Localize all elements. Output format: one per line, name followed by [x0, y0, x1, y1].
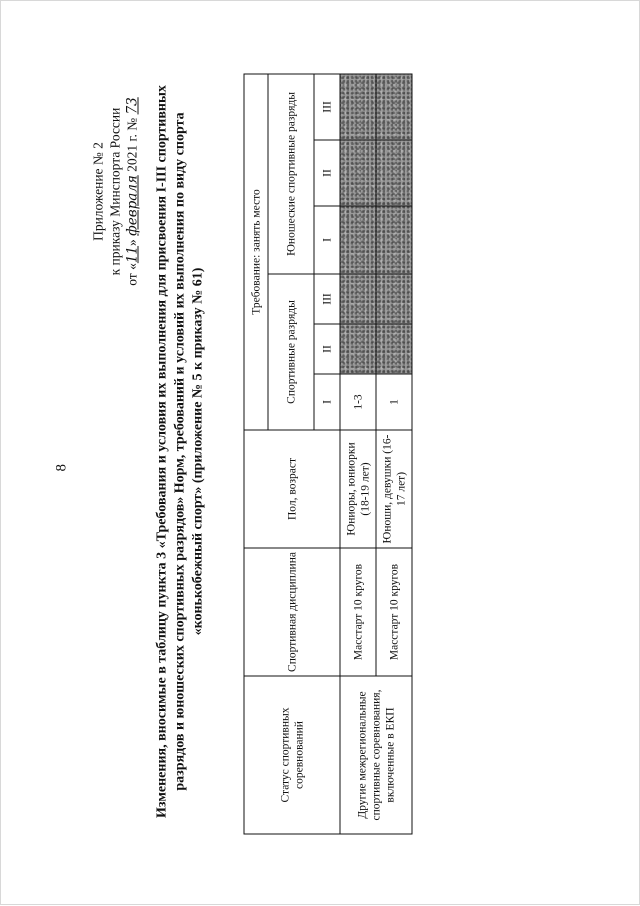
header-rank-1: I [314, 374, 340, 430]
header-youth-ranks: Юношеские спортивные разряды [268, 73, 314, 273]
rank-1-cell: 1 [376, 374, 412, 430]
appendix-line-1: Приложение № 2 [90, 141, 105, 241]
shaded-cell [340, 73, 376, 139]
shaded-cell [376, 206, 412, 274]
shaded-cell [340, 324, 376, 374]
gender-age-cell: Юноши, девушки (16-17 лет) [376, 430, 412, 548]
header-youth-rank-2: II [314, 140, 340, 206]
rank-1-cell: 1-3 [340, 374, 376, 430]
shaded-cell [376, 324, 412, 374]
appendix-header [89, 41, 141, 341]
table-row [340, 73, 376, 833]
header-youth-rank-1: I [314, 206, 340, 274]
shaded-cell [340, 274, 376, 324]
appendix-line-2: к приказу Минспорта России [107, 107, 122, 275]
date-prefix: от « [124, 262, 139, 286]
header-requirement: Требование: занять место [244, 73, 268, 429]
header-rank-2: II [314, 324, 340, 374]
date-day: 11 [124, 245, 140, 263]
discipline-cell: Масстарт 10 кругов [340, 548, 376, 676]
appendix-line-3 [123, 41, 141, 341]
shaded-cell [340, 206, 376, 274]
shaded-cell [340, 140, 376, 206]
discipline-cell: Масстарт 10 кругов [376, 548, 412, 676]
document-title: Изменения, вносимые в таблицу пункта 3 «Требования и условия их выполнения для присвоения I-III спортивных разрядов и юношеских спортивных разрядов» Норм, требований и условий их выполнения по виду спорта «конькобежный спорт» (приложение № 5 к приказу № 61) [154, 84, 205, 818]
status-cell: Другие межрегиональные спортивные соревнования, включенные в ЕКП [340, 676, 412, 834]
header-sport-ranks: Спортивные разряды [268, 274, 314, 430]
header-discipline: Спортивная дисциплина [244, 548, 340, 676]
date-year: 2021 г. № [124, 117, 139, 172]
page-number: 8 [53, 463, 69, 471]
header-youth-rank-3: III [314, 73, 340, 139]
requirements-table [243, 73, 412, 834]
shaded-cell [376, 73, 412, 139]
shaded-cell [376, 140, 412, 206]
shaded-cell [376, 274, 412, 324]
date-mid: » [124, 238, 139, 246]
header-gender-age: Пол, возраст [244, 430, 340, 548]
gender-age-cell: Юниоры, юниорки (18-19 лет) [340, 430, 376, 548]
rotated-sheet [1, 1, 640, 906]
date-month: февраля [124, 174, 140, 236]
header-status: Статус спортивных соревнований [244, 676, 340, 834]
order-number: 73 [124, 96, 140, 114]
header-rank-3: III [314, 274, 340, 324]
